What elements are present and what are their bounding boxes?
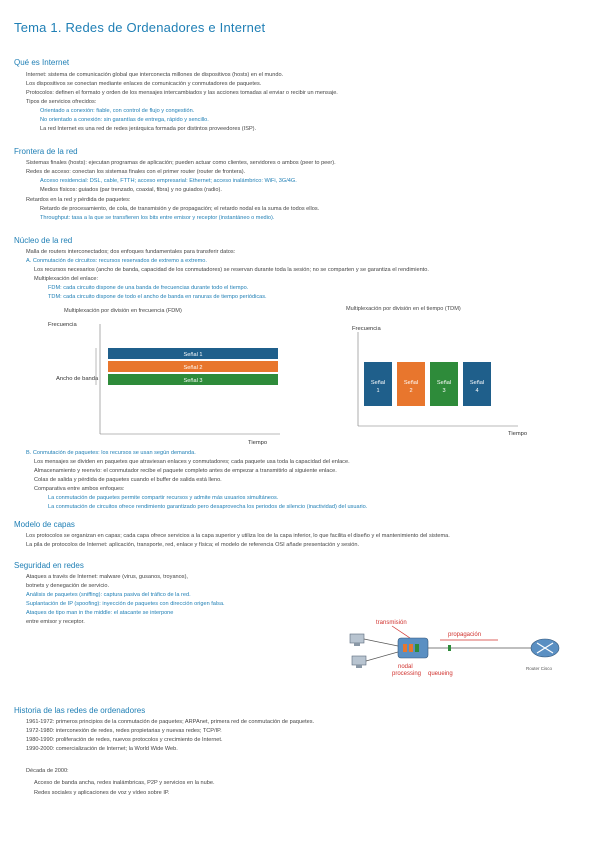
paragraph-line: Suplantación de IP (spoofing): inyección de paquetes con dirección origen falsa.	[26, 601, 225, 607]
fdm-band-label: Señal 2	[183, 365, 203, 371]
propagation-label: propagación	[448, 632, 482, 638]
x-axis-label: Tiempo	[508, 431, 528, 437]
paragraph-line: Los recursos necesarios (ancho de banda, capacidad de los conmutadores) se reservan durante toda la sesión; no se comparten y se garantiza el rendimiento.	[34, 267, 429, 273]
paragraph-line: Los dispositivos se conectan mediante enlaces de comunicación y conmutadores de paquetes.	[26, 81, 262, 87]
paragraph-line: La pila de protocolos de Internet: aplicación, transporte, red, enlace y física; el modelo de referencia OSI añade presentación y sesión.	[26, 542, 360, 548]
paragraph-line: Protocolos: definen el formato y orden de los mensajes intercambiados y las acciones tomadas al enviar o recibir un mensaje.	[26, 90, 338, 96]
fdm-band-label: Señal 3	[183, 378, 203, 384]
bullet-line: FDM: cada circuito dispone de una banda de frecuencias durante todo el tiempo.	[48, 285, 249, 291]
paragraph-line: 1961-1972: primeros principios de la conmutación de paquetes; ARPAnet, primera red de conmutación de paquetes.	[26, 719, 315, 725]
x-axis-label: Tiempo	[248, 440, 268, 446]
y-axis-label: Frecuencia	[352, 326, 381, 332]
tdm-slot-label: Señal	[403, 380, 419, 386]
paragraph-line: Colas de salida y pérdida de paquetes cuando el buffer de salida está lleno.	[34, 477, 222, 483]
paragraph-line: Tipos de servicios ofrecidos:	[26, 99, 97, 105]
paragraph-line: Sistemas finales (hosts): ejecutan programas de aplicación; pueden actuar como clientes, servidores o ambos (peer to peer).	[26, 160, 336, 166]
bullet-line: Redes sociales y aplicaciones de voz y vídeo sobre IP.	[34, 790, 170, 796]
router-icon	[398, 638, 428, 658]
subheading-line: A. Conmutación de circuitos: recursos reservados de extremo a extremo.	[26, 258, 207, 264]
fdm-band-label: Señal 1	[183, 352, 203, 358]
subheading-line: B. Conmutación de paquetes: los recursos se usan según demanda.	[26, 450, 196, 456]
paragraph-line: Malla de routers interconectados; dos enfoques fundamentales para transferir datos:	[26, 249, 236, 255]
paragraph-line: Ataques a través de Internet: malware (virus, gusanos, troyanos),	[26, 574, 188, 580]
bullet-line: TDM: cada circuito dispone de todo el ancho de banda en ranuras de tiempo periódicas.	[48, 294, 267, 300]
paragraph-line: 1990-2000: comercialización de Internet; la World Wide Web.	[26, 746, 178, 752]
nodal-label: nodal	[398, 664, 413, 670]
tdm-slot-number: 4	[475, 388, 479, 394]
bullet-line: La conmutación de paquetes permite compartir recursos y admite más usuarios simultáneos.	[48, 495, 279, 501]
bullet-line: Retardo de procesamiento, de cola, de transmisión y de propagación; el retardo nodal es la suma de todos ellos.	[40, 206, 320, 212]
router-label: Router Cisco	[526, 666, 553, 671]
paragraph-line: Redes de acceso: conectan los sistemas finales con el primer router (router de frontera).	[26, 169, 246, 175]
tdm-slot-label: Señal	[370, 380, 386, 386]
tdm-slot-label: Señal	[436, 380, 452, 386]
paragraph-line: botnets y denegación de servicio.	[26, 583, 110, 589]
tdm-slot-number: 2	[409, 388, 413, 394]
router-icon	[531, 639, 559, 657]
tdm-slot-label: Señal	[469, 380, 485, 386]
bullet-line: Orientado a conexión: fiable, con control de flujo y congestión.	[40, 108, 195, 114]
bullet-line: Acceso residencial: DSL, cable, FTTH; acceso empresarial: Ethernet; acceso inalámbrico: WiFi, 3G/4G.	[40, 178, 297, 184]
host-computer-icon	[350, 634, 364, 646]
processing-label: processing	[392, 671, 422, 677]
section-heading-seguridad: Seguridad en redes	[14, 561, 84, 570]
section-heading-internet: Qué es Internet	[14, 58, 70, 67]
paragraph-line: La red Internet es una red de redes jerárquica formada por distintos proveedores (ISP).	[40, 126, 257, 132]
host-computer-icon	[352, 656, 366, 668]
paragraph-line: Comparativa entre ambos enfoques:	[34, 486, 125, 492]
bullet-line: La conmutación de circuitos ofrece rendimiento garantizado pero desaprovecha los periodos de silencio (inactividad) del usuario.	[48, 504, 368, 510]
nodal-delay-diagram	[340, 614, 580, 694]
page-title: Tema 1. Redes de Ordenadores e Internet	[14, 20, 266, 35]
paragraph-line: 1972-1980: interconexión de redes, redes propietarias y nuevas redes; TCP/IP.	[26, 728, 222, 734]
section-heading-capas: Modelo de capas	[14, 520, 75, 529]
transmission-label: transmisión	[376, 620, 407, 626]
bullet-line: No orientado a conexión: sin garantías de entrega, rápido y sencillo.	[40, 117, 209, 123]
fdm-chart	[40, 318, 280, 448]
paragraph-line: Ataques de tipo man in the middle: el atacante se interpone	[26, 610, 174, 616]
bullet-line: Acceso de banda ancha, redes inalámbricas, P2P y servicios en la nube.	[34, 780, 215, 786]
queueing-label: queueing	[428, 671, 453, 677]
section-heading-nucleo: Núcleo de la red	[14, 236, 73, 245]
y-axis-label: Frecuencia	[48, 322, 77, 328]
bullet-line: Throughput: tasa a la que se transfieren los bits entre emisor y receptor (instantáneo o medio).	[40, 215, 275, 221]
paragraph-line: Los protocolos se organizan en capas; cada capa ofrece servicios a la capa superior y utiliza los de la capa inferior, lo que facilita el diseño y el mantenimiento del sistema.	[26, 533, 450, 539]
tdm-slot-number: 3	[442, 388, 446, 394]
tdm-chart	[340, 316, 560, 442]
paragraph-line: Análisis de paquetes (sniffing): captura pasiva del tráfico de la red.	[26, 592, 191, 598]
bullet-line: Medios físicos: guiados (par trenzado, coaxial, fibra) y no guiados (radio).	[40, 187, 222, 193]
paragraph-line: Década de 2000:	[26, 768, 69, 774]
section-heading-frontera: Frontera de la red	[14, 147, 78, 156]
section-heading-historia: Historia de las redes de ordenadores	[14, 706, 146, 715]
tdm-slot-number: 1	[376, 388, 380, 394]
paragraph-line: Internet: sistema de comunicación global que interconecta millones de dispositivos (hosts) en el mundo.	[26, 72, 284, 78]
paragraph-line: Retardos en la red y pérdida de paquetes:	[26, 197, 131, 203]
paragraph-line: Los mensajes se dividen en paquetes que atraviesan enlaces y conmutadores; cada paquete usa toda la capacidad del enlace.	[34, 459, 350, 465]
paragraph-line: Almacenamiento y reenvío: el conmutador recibe el paquete completo antes de empezar a transmitirlo al siguiente enlace.	[34, 468, 337, 474]
paragraph-line: Multiplexación del enlace:	[34, 276, 99, 282]
fdm-chart-title: Multiplexación por división en frecuencia (FDM)	[64, 308, 182, 314]
tdm-chart-title: Multiplexación por división en el tiempo (TDM)	[346, 306, 461, 312]
paragraph-line: 1980-1990: proliferación de redes, nuevos protocolos y crecimiento de Internet.	[26, 737, 223, 743]
paragraph-line: entre emisor y receptor.	[26, 619, 85, 625]
band-label: Ancho de banda	[56, 376, 99, 382]
